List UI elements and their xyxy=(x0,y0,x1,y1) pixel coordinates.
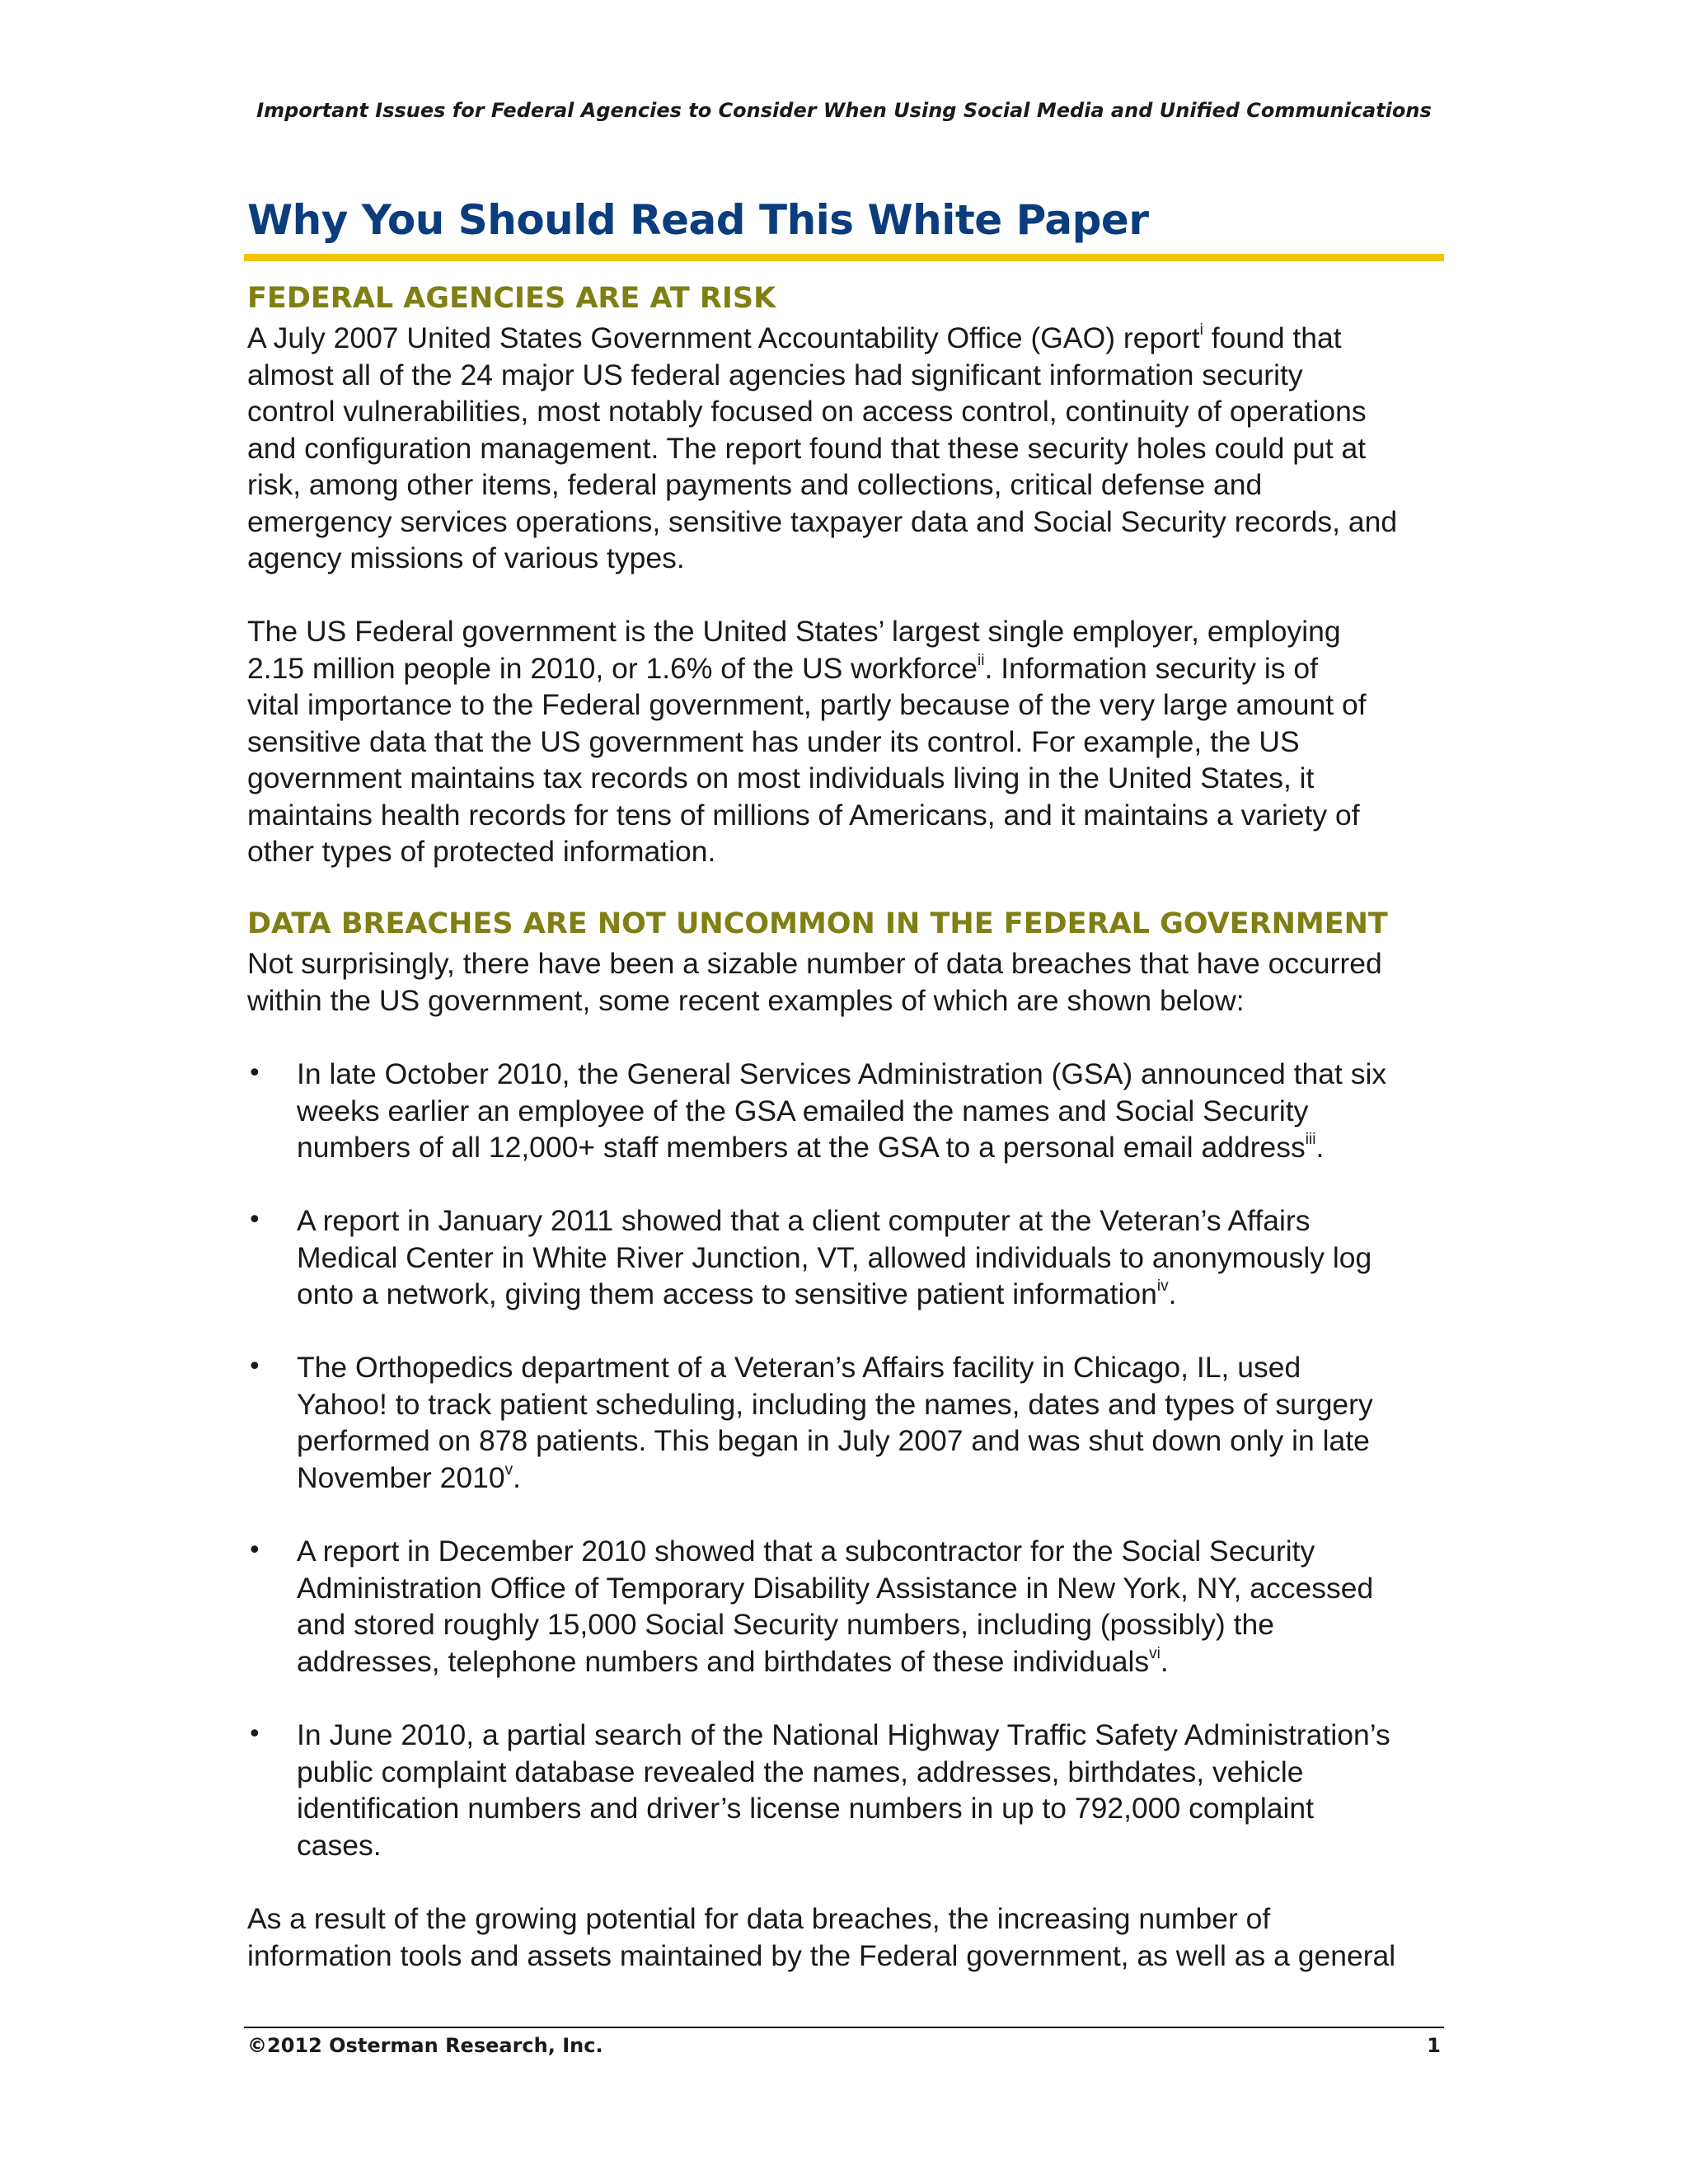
paragraph-closing xyxy=(247,1900,1451,1974)
text-line: 2.15 million people in 2010, or 1.6% of the US workforce$^{ii}$. Information security is of xyxy=(247,651,1318,685)
text-line: November 2010$^v$. xyxy=(297,1460,521,1494)
text-line: The Orthopedics department of a Veteran’s Affairs facility in Chicago, IL, used xyxy=(297,1351,1301,1384)
text-line: performed on 878 patients. This began in July 2007 and was shut down only in late xyxy=(297,1424,1370,1457)
text-line: In late October 2010, the General Services Administration (GSA) announced that six xyxy=(297,1057,1387,1090)
text-line: control vulnerabilities, most notably focused on access control, continuity of operations xyxy=(247,395,1367,428)
text-line: Medical Center in White River Junction, VT, allowed individuals to anonymously log xyxy=(297,1240,1372,1274)
text-line: Administration Office of Temporary Disability Assistance in New York, NY, accessed xyxy=(297,1571,1374,1605)
bullet-marker: • xyxy=(247,1720,262,1749)
page-title: Why You Should Read This White Paper xyxy=(247,196,1149,244)
text-line: information tools and assets maintained by the Federal government, as well as a general xyxy=(247,1938,1396,1972)
text-line: government maintains tax records on most individuals living in the United States, it xyxy=(247,762,1315,794)
bullet-marker: • xyxy=(247,1059,262,1088)
text-line: public complaint database revealed the names, addresses, birthdates, vehicle xyxy=(297,1755,1304,1788)
text-line: cases. xyxy=(297,1828,382,1862)
text-line: Not surprisingly, there have been a sizable number of data breaches that have occurred xyxy=(247,947,1382,980)
endnote-ref[interactable]: i xyxy=(1199,321,1203,340)
footer-copyright: ©2012 Osterman Research, Inc. xyxy=(247,2034,603,2057)
text-line: A report in January 2011 showed that a client computer at the Veteran’s Affairs xyxy=(297,1204,1311,1237)
text-line: The US Federal government is the United States’ largest single employer, employing xyxy=(247,615,1341,648)
paragraph-federal-employer xyxy=(247,613,1451,870)
section-heading-data-breaches: DATA BREACHES ARE NOT UNCOMMON IN THE FEDERAL GOVERNMENT xyxy=(247,907,1388,940)
text-line: onto a network, giving them access to sensitive patient information$^{iv}$. xyxy=(297,1277,1177,1310)
endnote-ref[interactable]: v xyxy=(504,1460,513,1479)
text-line: A July 2007 United States Government Accountability Office (GAO) report$^i$ found that xyxy=(247,321,1342,354)
list-item-va-chicago xyxy=(297,1349,1467,1496)
text-line: weeks earlier an employee of the GSA emailed the names and Social Security xyxy=(297,1094,1309,1127)
text-line: within the US government, some recent examples of which are shown below: xyxy=(247,983,1245,1017)
bullet-marker: • xyxy=(247,1352,262,1381)
text-line: identification numbers and driver’s license numbers in up to 792,000 complaint xyxy=(297,1792,1315,1825)
text-line: numbers of all 12,000+ staff members at the GSA to a personal email address$^{iii}$. xyxy=(297,1131,1325,1164)
text-line: sensitive data that the US government has under its control. For example, the US xyxy=(247,724,1300,758)
text-line: agency missions of various types. xyxy=(247,541,685,574)
text-line: As a result of the growing potential for data breaches, the increasing number of xyxy=(247,1902,1271,1935)
endnote-ref[interactable]: iii xyxy=(1305,1131,1316,1149)
paragraph-gao-report xyxy=(247,320,1451,577)
text-line: vital importance to the Federal government, partly because of the very large amount of xyxy=(247,688,1367,721)
list-item-gsa xyxy=(297,1056,1467,1166)
section-heading-agencies-at-risk: FEDERAL AGENCIES ARE AT RISK xyxy=(247,282,776,315)
text-line: A report in December 2010 showed that a subcontractor for the Social Security xyxy=(297,1535,1315,1568)
text-line: emergency services operations, sensitive taxpayer data and Social Security records, and xyxy=(247,504,1398,538)
endnote-ref[interactable]: iv xyxy=(1156,1277,1169,1296)
text-line: almost all of the 24 major US federal agencies had significant information security xyxy=(247,358,1303,391)
endnote-ref[interactable]: ii xyxy=(978,651,985,669)
text-line: risk, among other items, federal payments and collections, critical defense and xyxy=(247,468,1263,501)
paragraph-breaches-intro xyxy=(247,945,1451,1019)
text-line: addresses, telephone numbers and birthdates of these individuals$^{vi}$. xyxy=(297,1644,1169,1678)
list-item-ssa xyxy=(297,1533,1467,1680)
text-line: maintains health records for tens of millions of Americans, and it maintains a variety of xyxy=(247,798,1360,832)
list-item-va-vermont xyxy=(297,1202,1467,1313)
text-line: other types of protected information. xyxy=(247,835,716,868)
title-underline xyxy=(244,254,1444,261)
list-item-nhtsa xyxy=(297,1717,1467,1863)
page-number: 1 xyxy=(1427,2034,1441,2057)
text-line: and stored roughly 15,000 Social Security numbers, including (possibly) the xyxy=(297,1608,1274,1641)
footer-rule xyxy=(244,2027,1444,2028)
bullet-marker: • xyxy=(247,1536,262,1565)
endnote-ref[interactable]: vi xyxy=(1149,1644,1160,1662)
running-header: Important Issues for Federal Agencies to Consider When Using Social Media and Unified Communications xyxy=(256,99,1432,122)
text-line: Yahoo! to track patient scheduling, including the names, dates and types of surgery xyxy=(297,1387,1373,1421)
text-line: In June 2010, a partial search of the National Highway Traffic Safety Administration’s xyxy=(297,1718,1390,1751)
text-line: and configuration management. The report found that these security holes could put at xyxy=(247,431,1367,465)
bullet-marker: • xyxy=(247,1206,262,1235)
